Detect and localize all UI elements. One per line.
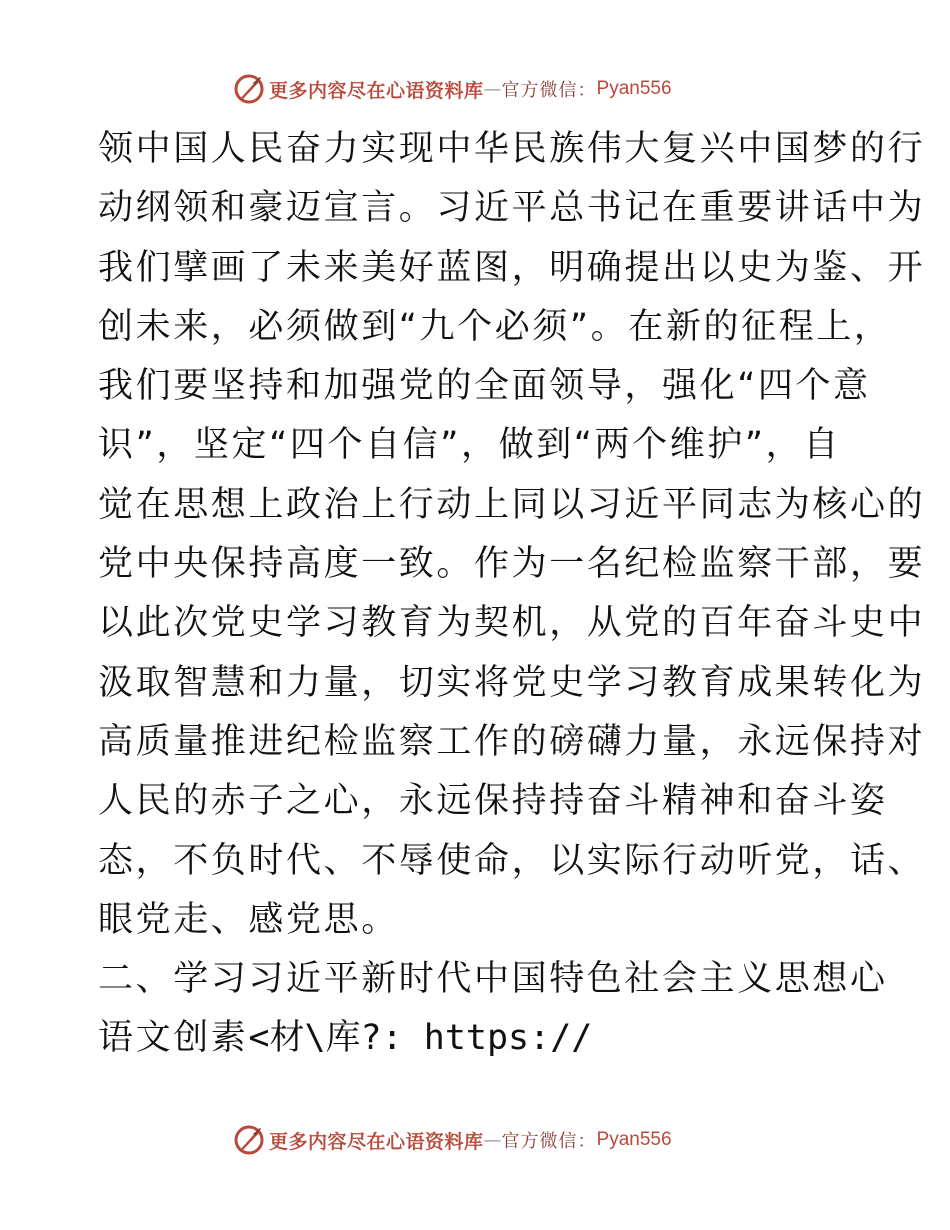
paragraph-line: 汲取智慧和力量，切实将党史学习教育成果转化为 xyxy=(98,662,926,703)
paragraph-line: 高质量推进纪检监察工作的磅礴力量，永远保持对 xyxy=(98,721,926,762)
section-heading: 二、学习习近平新时代中国特色社会主义思想心 xyxy=(98,959,888,999)
quill-logo-icon xyxy=(233,1124,265,1156)
watermark-brand: 更多内容尽在心语资料库 xyxy=(269,1130,484,1153)
quill-logo-icon xyxy=(233,73,265,105)
watermark-dash: — xyxy=(483,78,502,100)
paragraph-line: 党中央保持高度一致。作为一名纪检监察干部，要 xyxy=(98,544,926,585)
watermark-official-label: 官方微信： xyxy=(501,80,597,101)
paragraph-line: 动纲领和豪迈宣言。习近平总书记在重要讲话中为 xyxy=(98,188,926,229)
paragraph-line: 人民的赤子之心，永远保持持奋斗精神和奋斗姿 xyxy=(98,781,888,822)
source-url-text: <材\库?: https:// xyxy=(248,1018,593,1058)
paragraph-line: 识”，坚定“四个自信”，做到“两个维护”，自 xyxy=(98,425,841,466)
paragraph-line: 领中国人民奋力实现中华民族伟大复兴中国梦的行 xyxy=(98,129,926,169)
body-paragraph xyxy=(98,120,926,950)
watermark-official-label: 官方微信： xyxy=(501,1131,597,1152)
section-heading-block xyxy=(98,950,888,1068)
paragraph-line: 态，不负时代、不辱使命，以实际行动听党，话、 xyxy=(98,840,926,881)
watermark-wechat-id: Pyan556 xyxy=(596,78,672,99)
paragraph-line: 以此次党史学习教育为契机，从党的百年奋斗史中 xyxy=(98,603,926,644)
paragraph-line: 我们要坚持和加强党的全面领导，强化“四个意 xyxy=(98,366,871,407)
footer-watermark xyxy=(233,1123,733,1157)
watermark-brand: 更多内容尽在心语资料库 xyxy=(269,79,484,102)
paragraph-line: 我们擘画了未来美好蓝图，明确提出以史为鉴、开 xyxy=(98,247,926,288)
paragraph-line: 眼党走、感党思。 xyxy=(98,899,399,940)
paragraph-line: 觉在思想上政治上行动上同以习近平同志为核心的 xyxy=(98,484,926,525)
paragraph-line: 创未来，必须做到“九个必须”。在新的征程上， xyxy=(98,306,892,347)
header-watermark xyxy=(233,72,733,106)
watermark-wechat-id: Pyan556 xyxy=(596,1129,672,1150)
watermark-dash: — xyxy=(483,1129,502,1151)
source-url-cjk: 语文创素 xyxy=(98,1018,249,1058)
source-url-line xyxy=(98,1009,858,1068)
